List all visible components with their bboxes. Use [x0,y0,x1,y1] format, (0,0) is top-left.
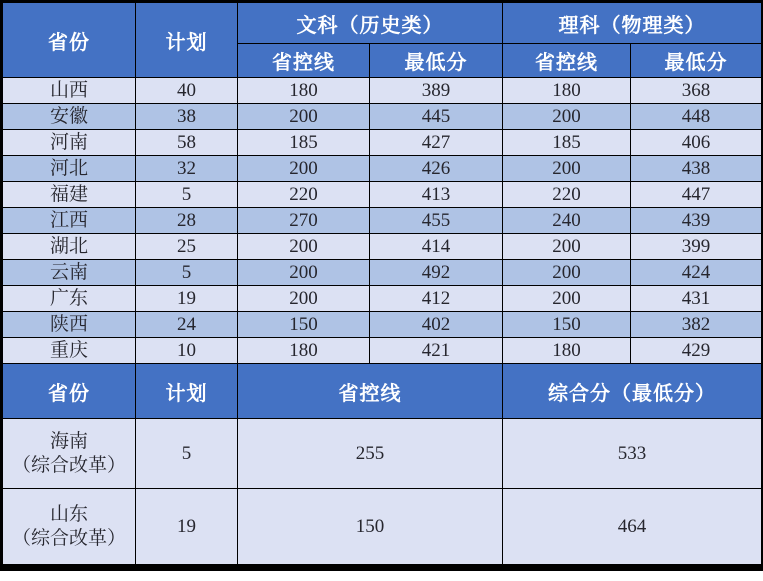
score-table-body [3,78,762,364]
cell-la-control: 200 [238,234,370,260]
table-row [3,104,762,130]
cell-plan: 19 [136,489,238,565]
cell-la-min: 412 [370,286,503,312]
table-row [3,130,762,156]
cell-sci-min: 368 [631,78,762,104]
table-row [3,156,762,182]
cell-composite-min: 464 [503,489,762,565]
cell-la-min: 421 [370,338,503,364]
cell-control-line: 255 [238,419,503,489]
cell-province: 河北 [3,156,136,182]
cell-sci-min: 399 [631,234,762,260]
cell-sci-control: 240 [503,208,631,234]
cell-la-min: 426 [370,156,503,182]
cell-la-control: 270 [238,208,370,234]
cell-sci-control: 150 [503,312,631,338]
table-row [3,78,762,104]
cell-sci-control: 200 [503,234,631,260]
cell-la-control: 185 [238,130,370,156]
cell-la-min: 414 [370,234,503,260]
cell-province: 山西 [3,78,136,104]
cell-la-min: 413 [370,182,503,208]
cell-control-line: 150 [238,489,503,565]
header-science-group: 理科（物理类） [503,3,762,44]
cell-province: 云南 [3,260,136,286]
cell-plan: 24 [136,312,238,338]
table-row [3,338,762,364]
cell-sci-control: 200 [503,104,631,130]
reform-header-province: 省份 [3,364,136,419]
cell-sci-min: 439 [631,208,762,234]
cell-sci-control: 200 [503,156,631,182]
main-header-row-1 [3,3,762,44]
cell-sci-control: 185 [503,130,631,156]
province-name-suffix: （综合改革） [11,454,126,476]
cell-sci-min: 406 [631,130,762,156]
table-row [3,260,762,286]
header-liberal-arts-group: 文科（历史类） [238,3,503,44]
cell-plan: 28 [136,208,238,234]
cell-sci-control: 200 [503,286,631,312]
cell-plan: 38 [136,104,238,130]
cell-la-control: 200 [238,260,370,286]
table-row [3,312,762,338]
province-name: 海南 [49,430,88,452]
cell-la-control: 200 [238,286,370,312]
header-sci-min-score: 最低分 [631,44,762,78]
cell-sci-min: 424 [631,260,762,286]
cell-composite-min: 533 [503,419,762,489]
table-row [3,234,762,260]
cell-sci-min: 438 [631,156,762,182]
cell-la-control: 180 [238,78,370,104]
table-row [3,182,762,208]
cell-la-min: 402 [370,312,503,338]
table-row [3,208,762,234]
header-sci-control-line: 省控线 [503,44,631,78]
header-la-min-score: 最低分 [370,44,503,78]
cell-province: 江西 [3,208,136,234]
cell-la-min: 427 [370,130,503,156]
header-province: 省份 [3,3,136,78]
table-row [3,489,762,565]
cell-la-control: 150 [238,312,370,338]
cell-province [3,419,136,489]
cell-sci-min: 382 [631,312,762,338]
cell-province: 湖北 [3,234,136,260]
cell-province: 河南 [3,130,136,156]
cell-la-min: 445 [370,104,503,130]
cell-sci-control: 200 [503,260,631,286]
cell-sci-control: 220 [503,182,631,208]
cell-plan: 19 [136,286,238,312]
cell-la-min: 455 [370,208,503,234]
cell-sci-min: 431 [631,286,762,312]
cell-province: 陕西 [3,312,136,338]
cell-province: 重庆 [3,338,136,364]
reform-table-body [3,419,762,565]
header-plan: 计划 [136,3,238,78]
reform-header-control-line: 省控线 [238,364,503,419]
cell-plan: 5 [136,419,238,489]
admission-score-table [2,2,762,565]
cell-plan: 5 [136,182,238,208]
cell-la-min: 492 [370,260,503,286]
table-row [3,286,762,312]
cell-province [3,489,136,565]
cell-la-min: 389 [370,78,503,104]
cell-la-control: 200 [238,156,370,182]
cell-province: 福建 [3,182,136,208]
province-name-suffix: （综合改革） [11,527,126,549]
cell-plan: 58 [136,130,238,156]
cell-la-control: 180 [238,338,370,364]
cell-plan: 40 [136,78,238,104]
cell-plan: 32 [136,156,238,182]
cell-province: 安徽 [3,104,136,130]
cell-province: 广东 [3,286,136,312]
cell-sci-min: 429 [631,338,762,364]
cell-plan: 5 [136,260,238,286]
province-name: 山东 [49,503,88,525]
cell-sci-min: 447 [631,182,762,208]
cell-sci-control: 180 [503,78,631,104]
cell-sci-control: 180 [503,338,631,364]
reform-header-row [3,364,762,419]
cell-sci-min: 448 [631,104,762,130]
reform-header-plan: 计划 [136,364,238,419]
cell-la-control: 220 [238,182,370,208]
cell-plan: 25 [136,234,238,260]
reform-header-composite-min: 综合分（最低分） [503,364,762,419]
cell-plan: 10 [136,338,238,364]
header-la-control-line: 省控线 [238,44,370,78]
cell-la-control: 200 [238,104,370,130]
table-row [3,419,762,489]
